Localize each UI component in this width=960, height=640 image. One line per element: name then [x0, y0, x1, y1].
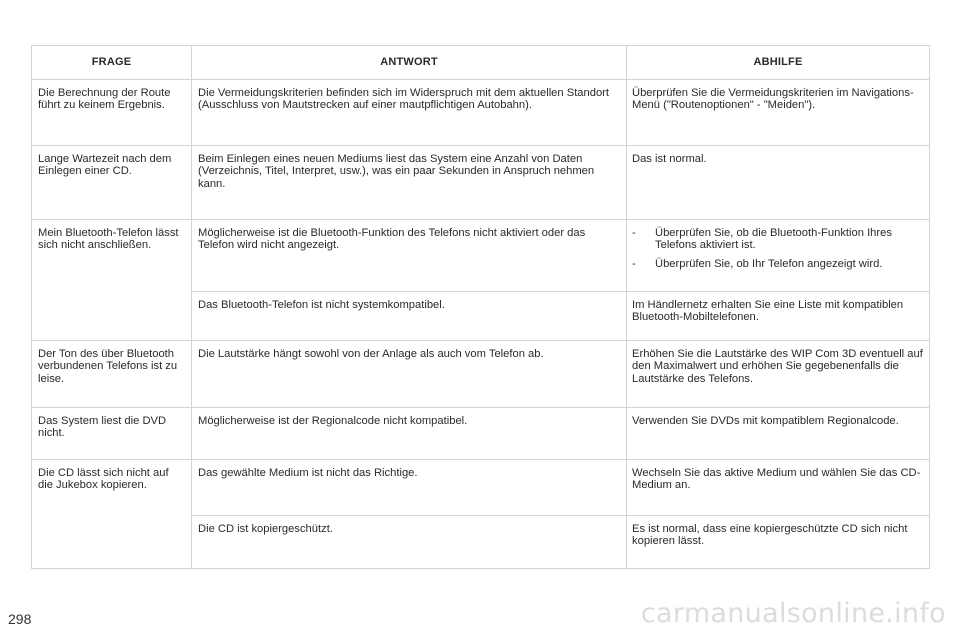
- table-row: [32, 220, 930, 292]
- table-row: [32, 460, 930, 516]
- question-cell: Das System liest die DVD nicht.: [32, 408, 192, 460]
- table-row: [32, 341, 930, 408]
- page-number: 298: [8, 611, 32, 627]
- table-row: [32, 408, 930, 460]
- answer-cell: Die Lautstärke hängt sowohl von der Anlage als auch vom Telefon ab.: [192, 341, 627, 408]
- remedy-cell: Überprüfen Sie die Vermeidungskriterien im Navigations-Menü ("Routenoptionen" - "Meiden").: [627, 80, 930, 146]
- list-item: - Überprüfen Sie, ob Ihr Telefon angezeigt wird.: [632, 257, 883, 270]
- answer-cell: Möglicherweise ist die Bluetooth-Funktion des Telefons nicht aktiviert oder das Telefon wird nicht angezeigt.: [192, 220, 627, 292]
- list-item: - Überprüfen Sie, ob die Bluetooth-Funktion Ihres Telefons aktiviert ist.: [632, 227, 892, 252]
- bullet-marker: -: [632, 227, 636, 239]
- remedy-cell: Es ist normal, dass eine kopiergeschützte CD sich nicht kopieren lässt.: [627, 516, 930, 569]
- remedy-cell: Im Händlernetz erhalten Sie eine Liste mit kompatiblen Bluetooth-Mobiltelefonen.: [627, 292, 930, 341]
- table-row: [32, 80, 930, 146]
- remedy-cell: Erhöhen Sie die Lautstärke des WIP Com 3D eventuell auf den Maximalwert und erhöhen Sie gegebenenfalls die Lautstärke des Telefons.: [627, 341, 930, 408]
- answer-cell: Das Bluetooth-Telefon ist nicht systemkompatibel.: [192, 292, 627, 341]
- answer-cell: Das gewählte Medium ist nicht das Richtige.: [192, 460, 627, 516]
- question-cell: Mein Bluetooth-Telefon lässt sich nicht anschließen.: [32, 220, 192, 341]
- remedy-list: [632, 227, 924, 270]
- header-remedy: ABHILFE: [627, 46, 930, 80]
- answer-cell: Möglicherweise ist der Regionalcode nicht kompatibel.: [192, 408, 627, 460]
- question-cell: Der Ton des über Bluetooth verbundenen Telefons ist zu leise.: [32, 341, 192, 408]
- bullet-marker: -: [632, 257, 636, 270]
- watermark: carmanualsonline.info: [640, 598, 946, 629]
- table-header-row: [32, 46, 930, 80]
- remedy-cell: Wechseln Sie das aktive Medium und wählen Sie das CD-Medium an.: [627, 460, 930, 516]
- table-row: [32, 146, 930, 220]
- header-answer: ANTWORT: [192, 46, 627, 80]
- answer-cell: Die Vermeidungskriterien befinden sich im Widerspruch mit dem aktuellen Standort (Ausschluss von Mautstrecken auf einer mautpflichtigen Autobahn).: [192, 80, 627, 146]
- answer-cell: Die CD ist kopiergeschützt.: [192, 516, 627, 569]
- remedy-cell: Das ist normal.: [627, 146, 930, 220]
- question-cell: Die CD lässt sich nicht auf die Jukebox kopieren.: [32, 460, 192, 569]
- remedy-cell: [627, 220, 930, 292]
- answer-cell: Beim Einlegen eines neuen Mediums liest das System eine Anzahl von Daten (Verzeichnis, Titel, Interpret, usw.), was ein paar Sekunden in Anspruch nehmen kann.: [192, 146, 627, 220]
- question-cell: Lange Wartezeit nach dem Einlegen einer CD.: [32, 146, 192, 220]
- remedy-cell: Verwenden Sie DVDs mit kompatiblem Regionalcode.: [627, 408, 930, 460]
- header-question: FRAGE: [32, 46, 192, 80]
- question-cell: Die Berechnung der Route führt zu keinem Ergebnis.: [32, 80, 192, 146]
- troubleshooting-table: [31, 45, 930, 569]
